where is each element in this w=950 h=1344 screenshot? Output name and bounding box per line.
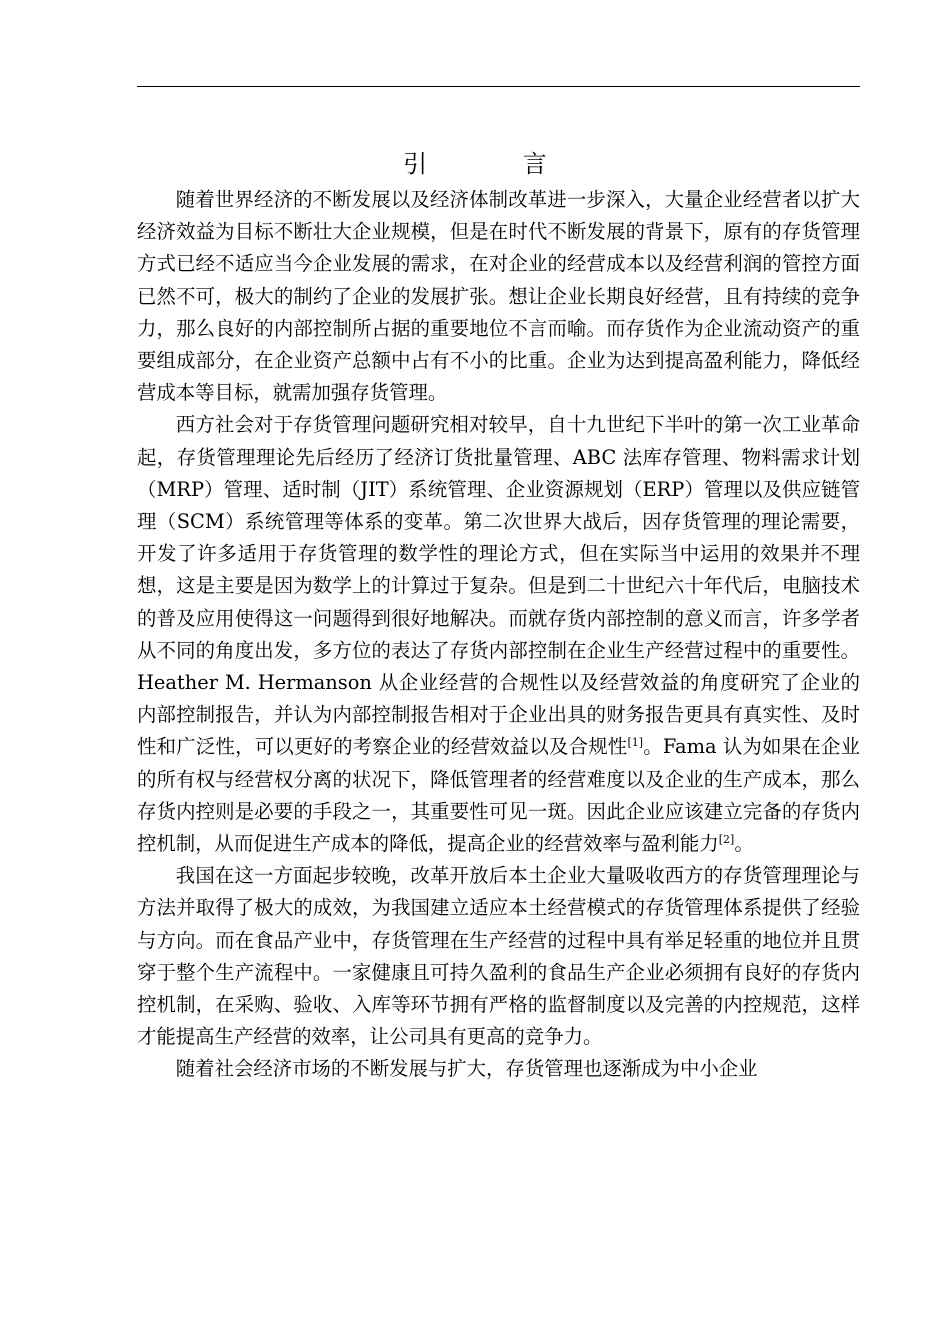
paragraph: [137, 184, 860, 409]
citation-marker: [1]: [627, 736, 644, 750]
paragraph-text: 西方社会对于存货管理问题研究相对较早，自十九世纪下半叶的第一次工业革命起，存货管理理论先后经历了经济订货批量管理、ABC 法库存管理、物料需求计划（MRP）管理、适时制（JIT）系统管理、企业资源规划（ERP）管理以及供应链管理（SCM）系统管理等体系的变革。第二次世界大战后，因存货管理的理论需要，开发了许多适用于存货管理的数学性的理论方式，但在实际当中运用的效果并不理想，这是主要是因为数学上的计算过于复杂。但是到二十世纪六十年代后，电脑技术的普及应用使得这一问题得到很好地解决。而就存货内部控制的意义而言，许多学者从不同的角度出发，多方位的表达了存货内部控制在企业生产经营过程中的重要性。Heather M. Hermanson 从企业经营的合规性以及经营效益的角度研究了企业的内部控制报告，并认为内部控制报告相对于企业出具的财务报告更具有真实性、及时性和广泛性，可以更好的考察企业的经营效益以及合规性: [137, 413, 860, 759]
paragraph-text: 随着世界经济的不断发展以及经济体制改革进一步深入，大量企业经营者以扩大经济效益为目标不断壮大企业规模，但是在时代不断发展的背景下，原有的存货管理方式已经不适应当今企业发展的需求，在对企业的经营成本以及经营利润的管控方面已然不可，极大的制约了企业的发展扩张。想让企业长期良好经营，且有持续的竞争力，那么良好的内部控制所占据的重要地位不言而喻。而存货作为企业流动资产的重要组成部分，在企业资产总额中占有不小的比重。企业为达到提高盈利能力，降低经营成本等目标，就需加强存货管理。: [137, 188, 860, 405]
paragraph-text: 我国在这一方面起步较晚，改革开放后本土企业大量吸收西方的存货管理理论与方法并取得了极大的成效，为我国建立适应本土经营模式的存货管理体系提供了经验与方向。而在食品产业中，存货管理在生产经营的过程中具有举足轻重的地位并且贯穿于整个生产流程中。一家健康且可持久盈利的食品生产企业必须拥有良好的存货内控机制，在采购、验收、入库等环节拥有严格的监督制度以及完善的内控规范，这样才能提高生产经营的效率，让公司具有更高的竞争力。: [137, 864, 860, 1049]
paragraph: [137, 409, 860, 860]
paragraph: [137, 860, 860, 1053]
body-text: [137, 184, 860, 1086]
paragraph-text: 随着社会经济市场的不断发展与扩大，存货管理也逐渐成为中小企业: [175, 1057, 758, 1081]
paragraph-text: 。Fama 认为如果在企业的所有权与经营权分离的状况下，降低管理者的经营难度以及企业的生产成本，那么存货内控则是必要的手段之一，其重要性可见一斑。因此企业应该建立完备的存货内控机制，从而促进生产成本的降低，提高企业的经营效率与盈利能力: [137, 735, 861, 856]
paragraph-text: 。: [734, 832, 754, 856]
citation-marker: [2]: [718, 833, 735, 847]
page-title: 引 言: [403, 150, 591, 178]
header-rule: [137, 86, 860, 87]
paragraph: [137, 1053, 860, 1085]
